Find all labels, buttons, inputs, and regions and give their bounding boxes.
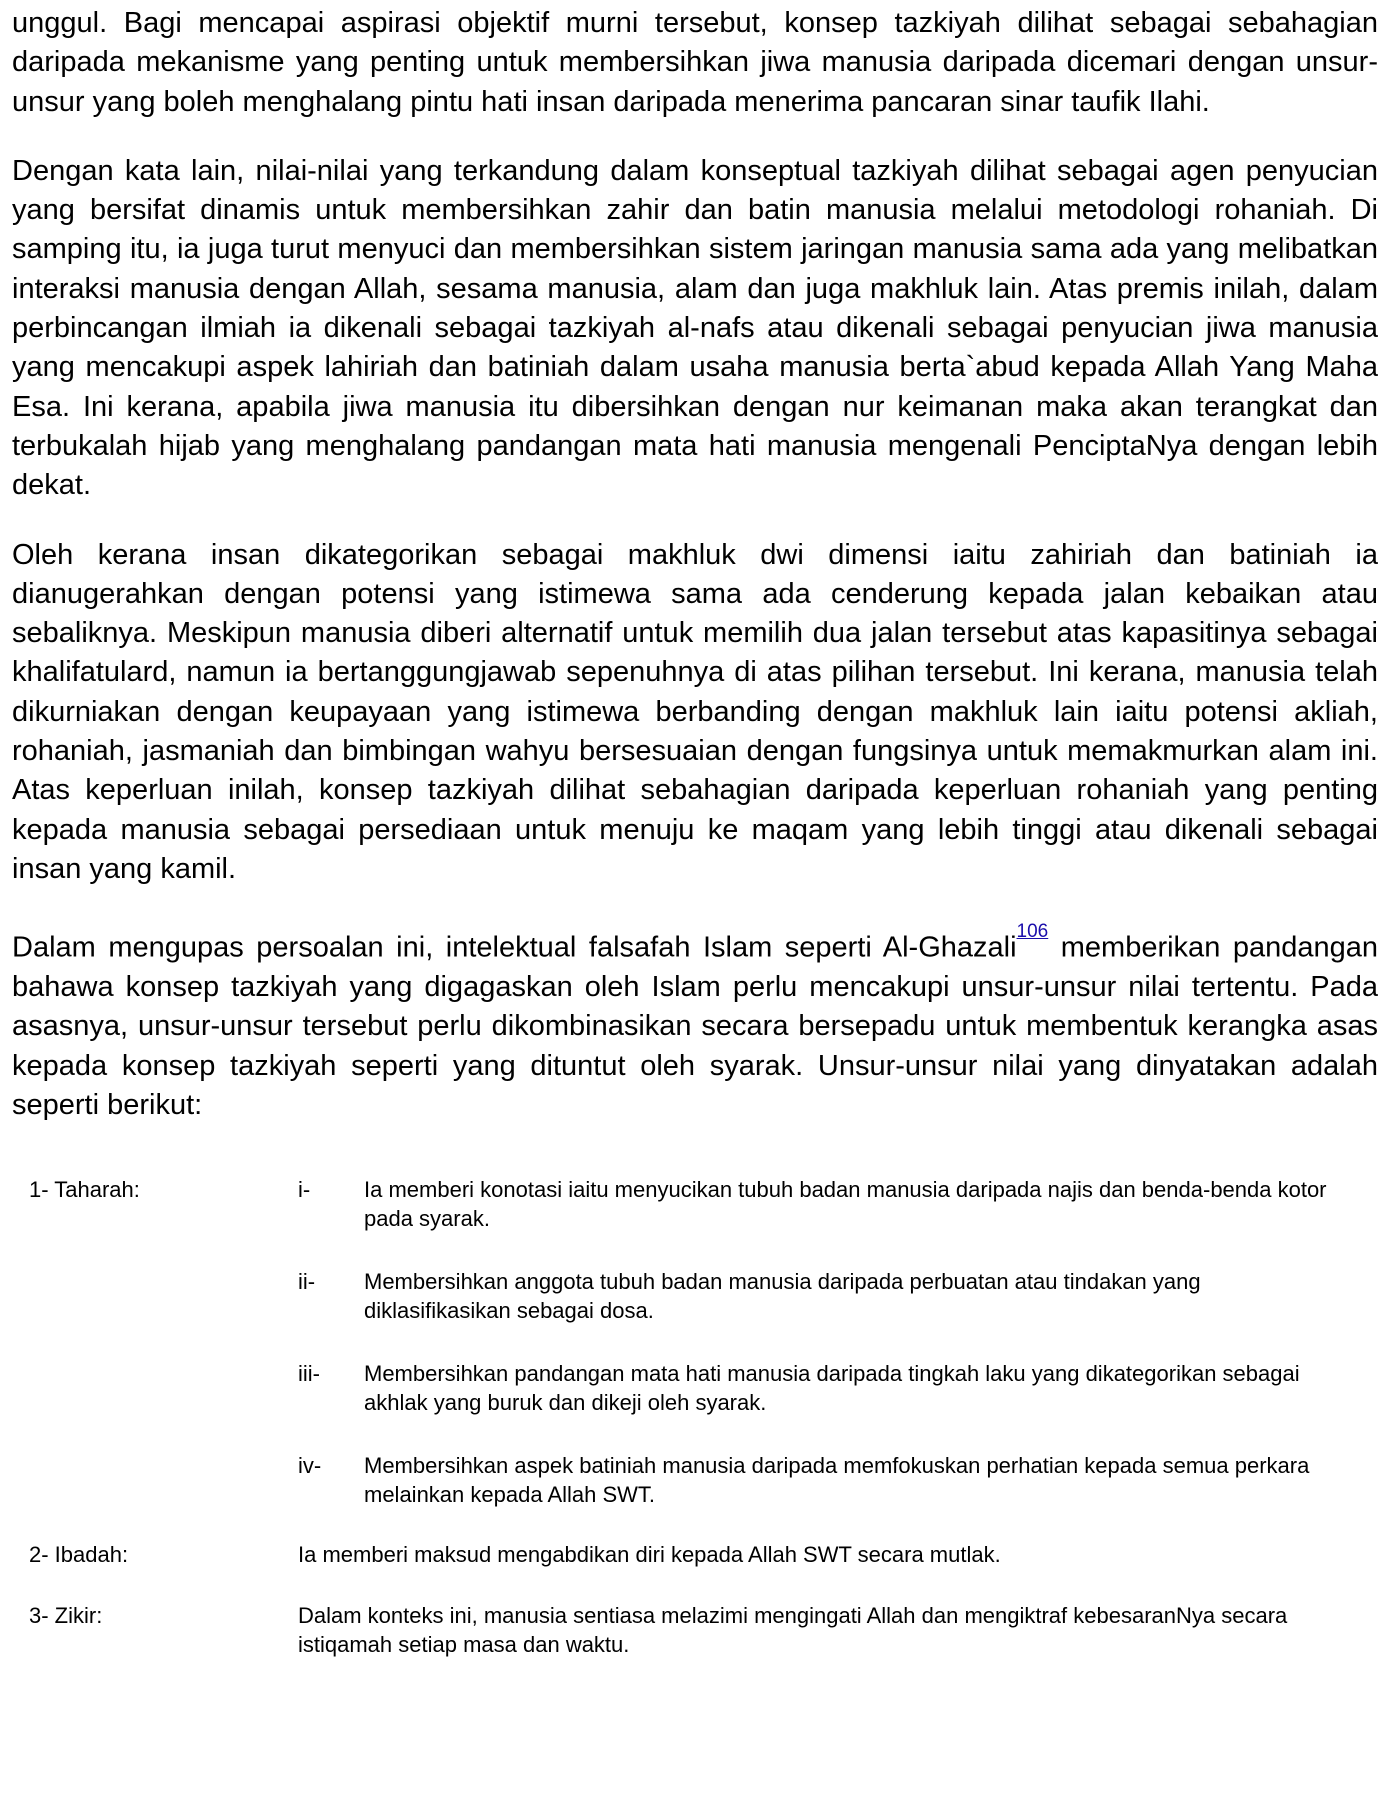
sub-item — [298, 1175, 1378, 1233]
sub-item-text: Membersihkan pandangan mata hati manusia daripada tingkah laku yang dikategorikan sebagai akhlak yang buruk dan dikeji oleh syarak. — [364, 1361, 1300, 1416]
item-label: 1- Taharah: — [29, 1177, 140, 1203]
sub-item-number: ii- — [298, 1269, 316, 1295]
sub-item-number: iv- — [298, 1453, 322, 1479]
footnote-link[interactable]: 106 — [1016, 921, 1049, 943]
taharah-sublist — [298, 1175, 1378, 1543]
list-item-taharah — [12, 1175, 1378, 1543]
sub-item — [298, 1451, 1378, 1509]
document-page — [12, 4, 1378, 1659]
paragraph-1: unggul. Bagi mencapai aspirasi objektif murni tersebut, konsep tazkiyah dilihat sebagai sebahagian daripada mekanisme yang penting untuk membersihkan jiwa manusia daripada dicemari dengan unsur-unsur yang boleh menghalang pintu hati insan daripada menerima pancaran sinar taufik Ilahi. — [12, 7, 1378, 118]
paragraph-2: Dengan kata lain, nilai-nilai yang terkandung dalam konseptual tazkiyah dilihat sebagai agen penyucian yang bersifat dinamis untuk membersihkan zahir dan batin manusia melalui metodologi rohaniah. Di samping itu, ia juga turut menyuci dan membersihkan sistem jaringan manusia sama ada yang melibatkan interaksi manusia dengan Allah, sesama manusia, alam dan juga makhluk lain. Atas premis inilah, dalam perbincangan ilmiah ia dikenali sebagai tazkiyah al-nafs atau dikenali sebagai penyucian jiwa manusia yang mencakupi aspek lahiriah dan batiniah dalam usaha manusia berta`abud kepada Allah Yang Maha Esa. Ini kerana, apabila jiwa manusia itu dibersihkan dengan nur keimanan maka akan terangkat dan terbukalah hijab yang menghalang pandangan mata hati manusia mengenali PenciptaNya dengan lebih dekat. — [12, 154, 1378, 502]
paragraph-4 — [12, 919, 1378, 1125]
item-definition: Dalam konteks ini, manusia sentiasa melazimi mengingati Allah dan mengiktraf kebesaranNya secara istiqamah setiap masa dan waktu. — [298, 1603, 1288, 1658]
sub-item-number: i- — [298, 1177, 311, 1203]
sub-item-text: Membersihkan aspek batiniah manusia daripada memfokuskan perhatian kepada semua perkara melainkan kepada Allah SWT. — [364, 1453, 1310, 1508]
list-item-ibadah — [12, 1540, 1378, 1569]
sub-item — [298, 1267, 1378, 1325]
sub-item-number: iii- — [298, 1361, 320, 1387]
sub-item-text: Membersihkan anggota tubuh badan manusia daripada perbuatan atau tindakan yang diklasifikasikan sebagai dosa. — [364, 1269, 1201, 1324]
list-item-zikir — [12, 1601, 1378, 1659]
item-definition: Ia memberi maksud mengabdikan diri kepada Allah SWT secara mutlak. — [298, 1542, 1001, 1568]
paragraph-3: Oleh kerana insan dikategorikan sebagai makhluk dwi dimensi iaitu zahiriah dan batiniah ia dianugerahkan dengan potensi yang istimewa sama ada cenderung kepada jalan kebaikan atau sebaliknya. Meskipun manusia diberi alternatif untuk memilih dua jalan tersebut atas kapasitinya sebagai khalifatulard, namun ia bertanggungjawab sepenuhnya di atas pilihan tersebut. Ini kerana, manusia telah dikurniakan dengan keupayaan yang istimewa berbanding dengan makhluk lain iaitu potensi akliah, rohaniah, jasmaniah dan bimbingan wahyu bersesuaian dengan fungsinya untuk memakmurkan alam ini. Atas keperluan inilah, konsep tazkiyah dilihat sebahagian daripada keperluan rohaniah yang penting kepada manusia sebagai persediaan untuk menuju ke maqam yang lebih tinggi atau dikenali sebagai insan yang kamil. — [12, 538, 1378, 885]
item-label: 2- Ibadah: — [29, 1542, 129, 1568]
item-label: 3- Zikir: — [29, 1603, 103, 1629]
paragraph-4-text-before: Dalam mengupas persoalan ini, intelektual falsafah Islam seperti Al-Ghazali — [12, 931, 1017, 964]
sub-item — [298, 1359, 1378, 1417]
paragraph-4-text-after: memberikan pandangan bahawa konsep tazkiyah yang digagaskan oleh Islam perlu mencakupi unsur-unsur nilai tertentu. Pada asasnya, unsur-unsur tersebut perlu dikombinasikan secara bersepadu untuk membentuk kerangka asas kepada konsep tazkiyah seperti yang dituntut oleh syarak. Unsur-unsur nilai yang dinyatakan adalah seperti berikut: — [12, 931, 1378, 1122]
value-elements-list — [12, 1175, 1378, 1659]
sub-item-text: Ia memberi konotasi iaitu menyucikan tubuh badan manusia daripada najis dan benda-benda kotor pada syarak. — [364, 1177, 1327, 1232]
